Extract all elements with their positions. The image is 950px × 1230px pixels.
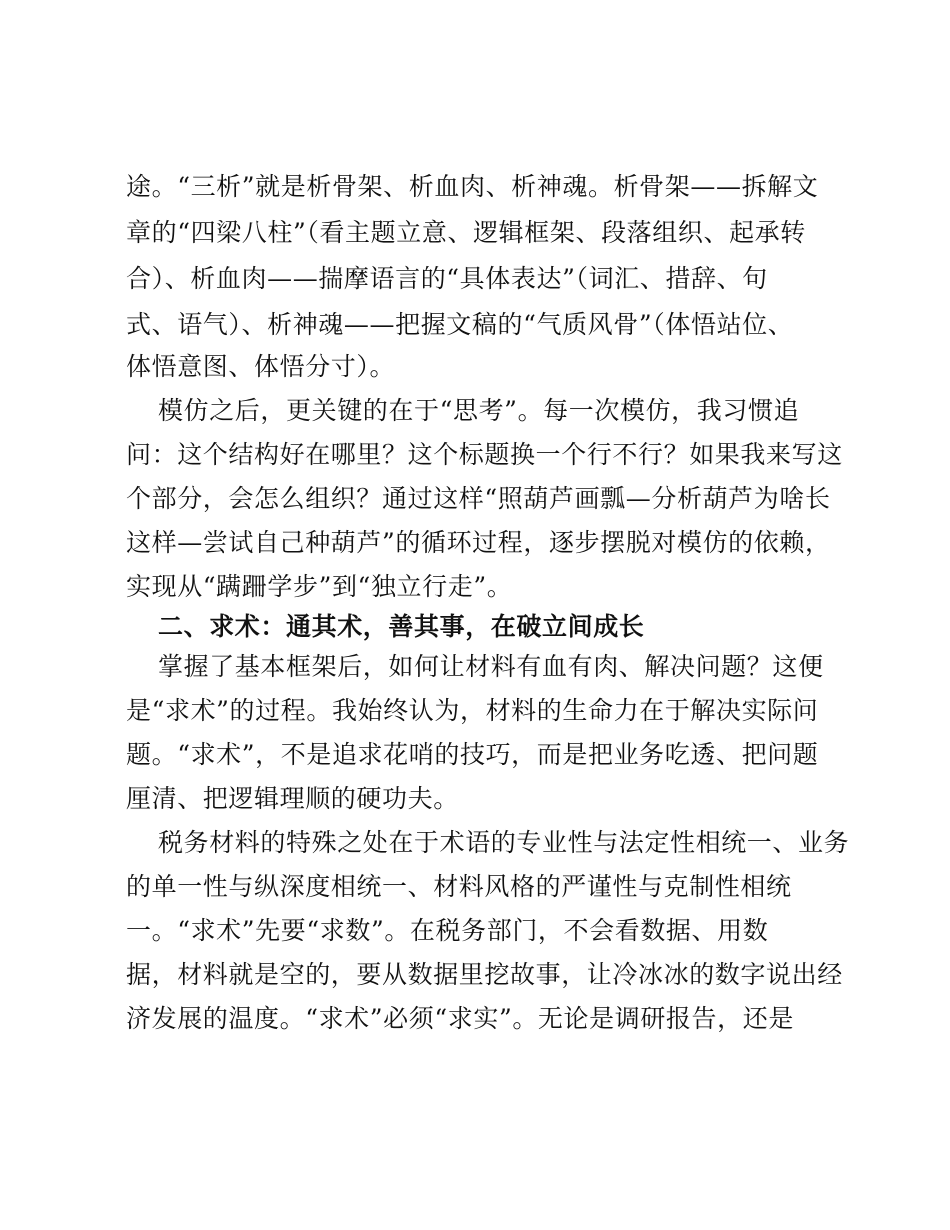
text-line: 济发展的温度。“求术”必须“求实”。无论是调研报告，还是 — [126, 1004, 794, 1033]
text-line: 题。“求术”，不是追求花哨的技巧，而是把业务吃透、把问题 — [126, 740, 819, 769]
text-line: 的单一性与纵深度相统一、材料风格的严谨性与克制性相统 — [126, 872, 792, 901]
text-line: 个部分，会怎么组织？通过这样“照葫芦画瓢—分析葫芦为啥长 — [126, 484, 831, 513]
text-line: 是“求术”的过程。我始终认为，材料的生命力在于解决实际问 — [126, 696, 819, 725]
text-line: 实现从“蹒跚学步”到“独立行走”。 — [126, 572, 513, 601]
paragraph-first-line: 模仿之后，更关键的在于“思考”。每一次模仿，我习惯追 — [158, 396, 800, 425]
text-line: 途。“三析”就是析骨架、析血肉、析神魂。析骨架——拆解文 — [126, 172, 819, 201]
section-heading: 二、求术：通其术，善其事，在破立间成长 — [158, 612, 645, 641]
text-line: 体悟意图、体悟分寸）。 — [126, 352, 396, 381]
text-line: 据，材料就是空的，要从数据里挖故事，让冷冰冰的数字说出经 — [126, 960, 843, 989]
text-line: 合）、析血肉——揣摩语言的“具体表达”（词汇、措辞、句 — [126, 264, 768, 293]
text-line: 这样—尝试自己种葫芦”的循环过程，逐步摆脱对模仿的依赖， — [126, 528, 831, 557]
text-line: 厘清、把逻辑理顺的硬功夫。 — [126, 784, 459, 813]
paragraph-first-line: 税务材料的特殊之处在于术语的专业性与法定性相统一、业务 — [158, 828, 850, 857]
paragraph-first-line: 掌握了基本框架后，如何让材料有血有肉、解决问题？这便 — [158, 652, 824, 681]
text-line: 章的“四梁八柱”（看主题立意、逻辑框架、段落组织、起承转 — [126, 218, 806, 247]
text-line: 一。“求术”先要“求数”。在税务部门，不会看数据、用数 — [126, 916, 769, 945]
text-line: 问：这个结构好在哪里？这个标题换一个行不行？如果我来写这 — [126, 440, 843, 469]
text-line: 式、语气）、析神魂——把握文稿的“气质风骨”（体悟站位、 — [126, 310, 794, 339]
